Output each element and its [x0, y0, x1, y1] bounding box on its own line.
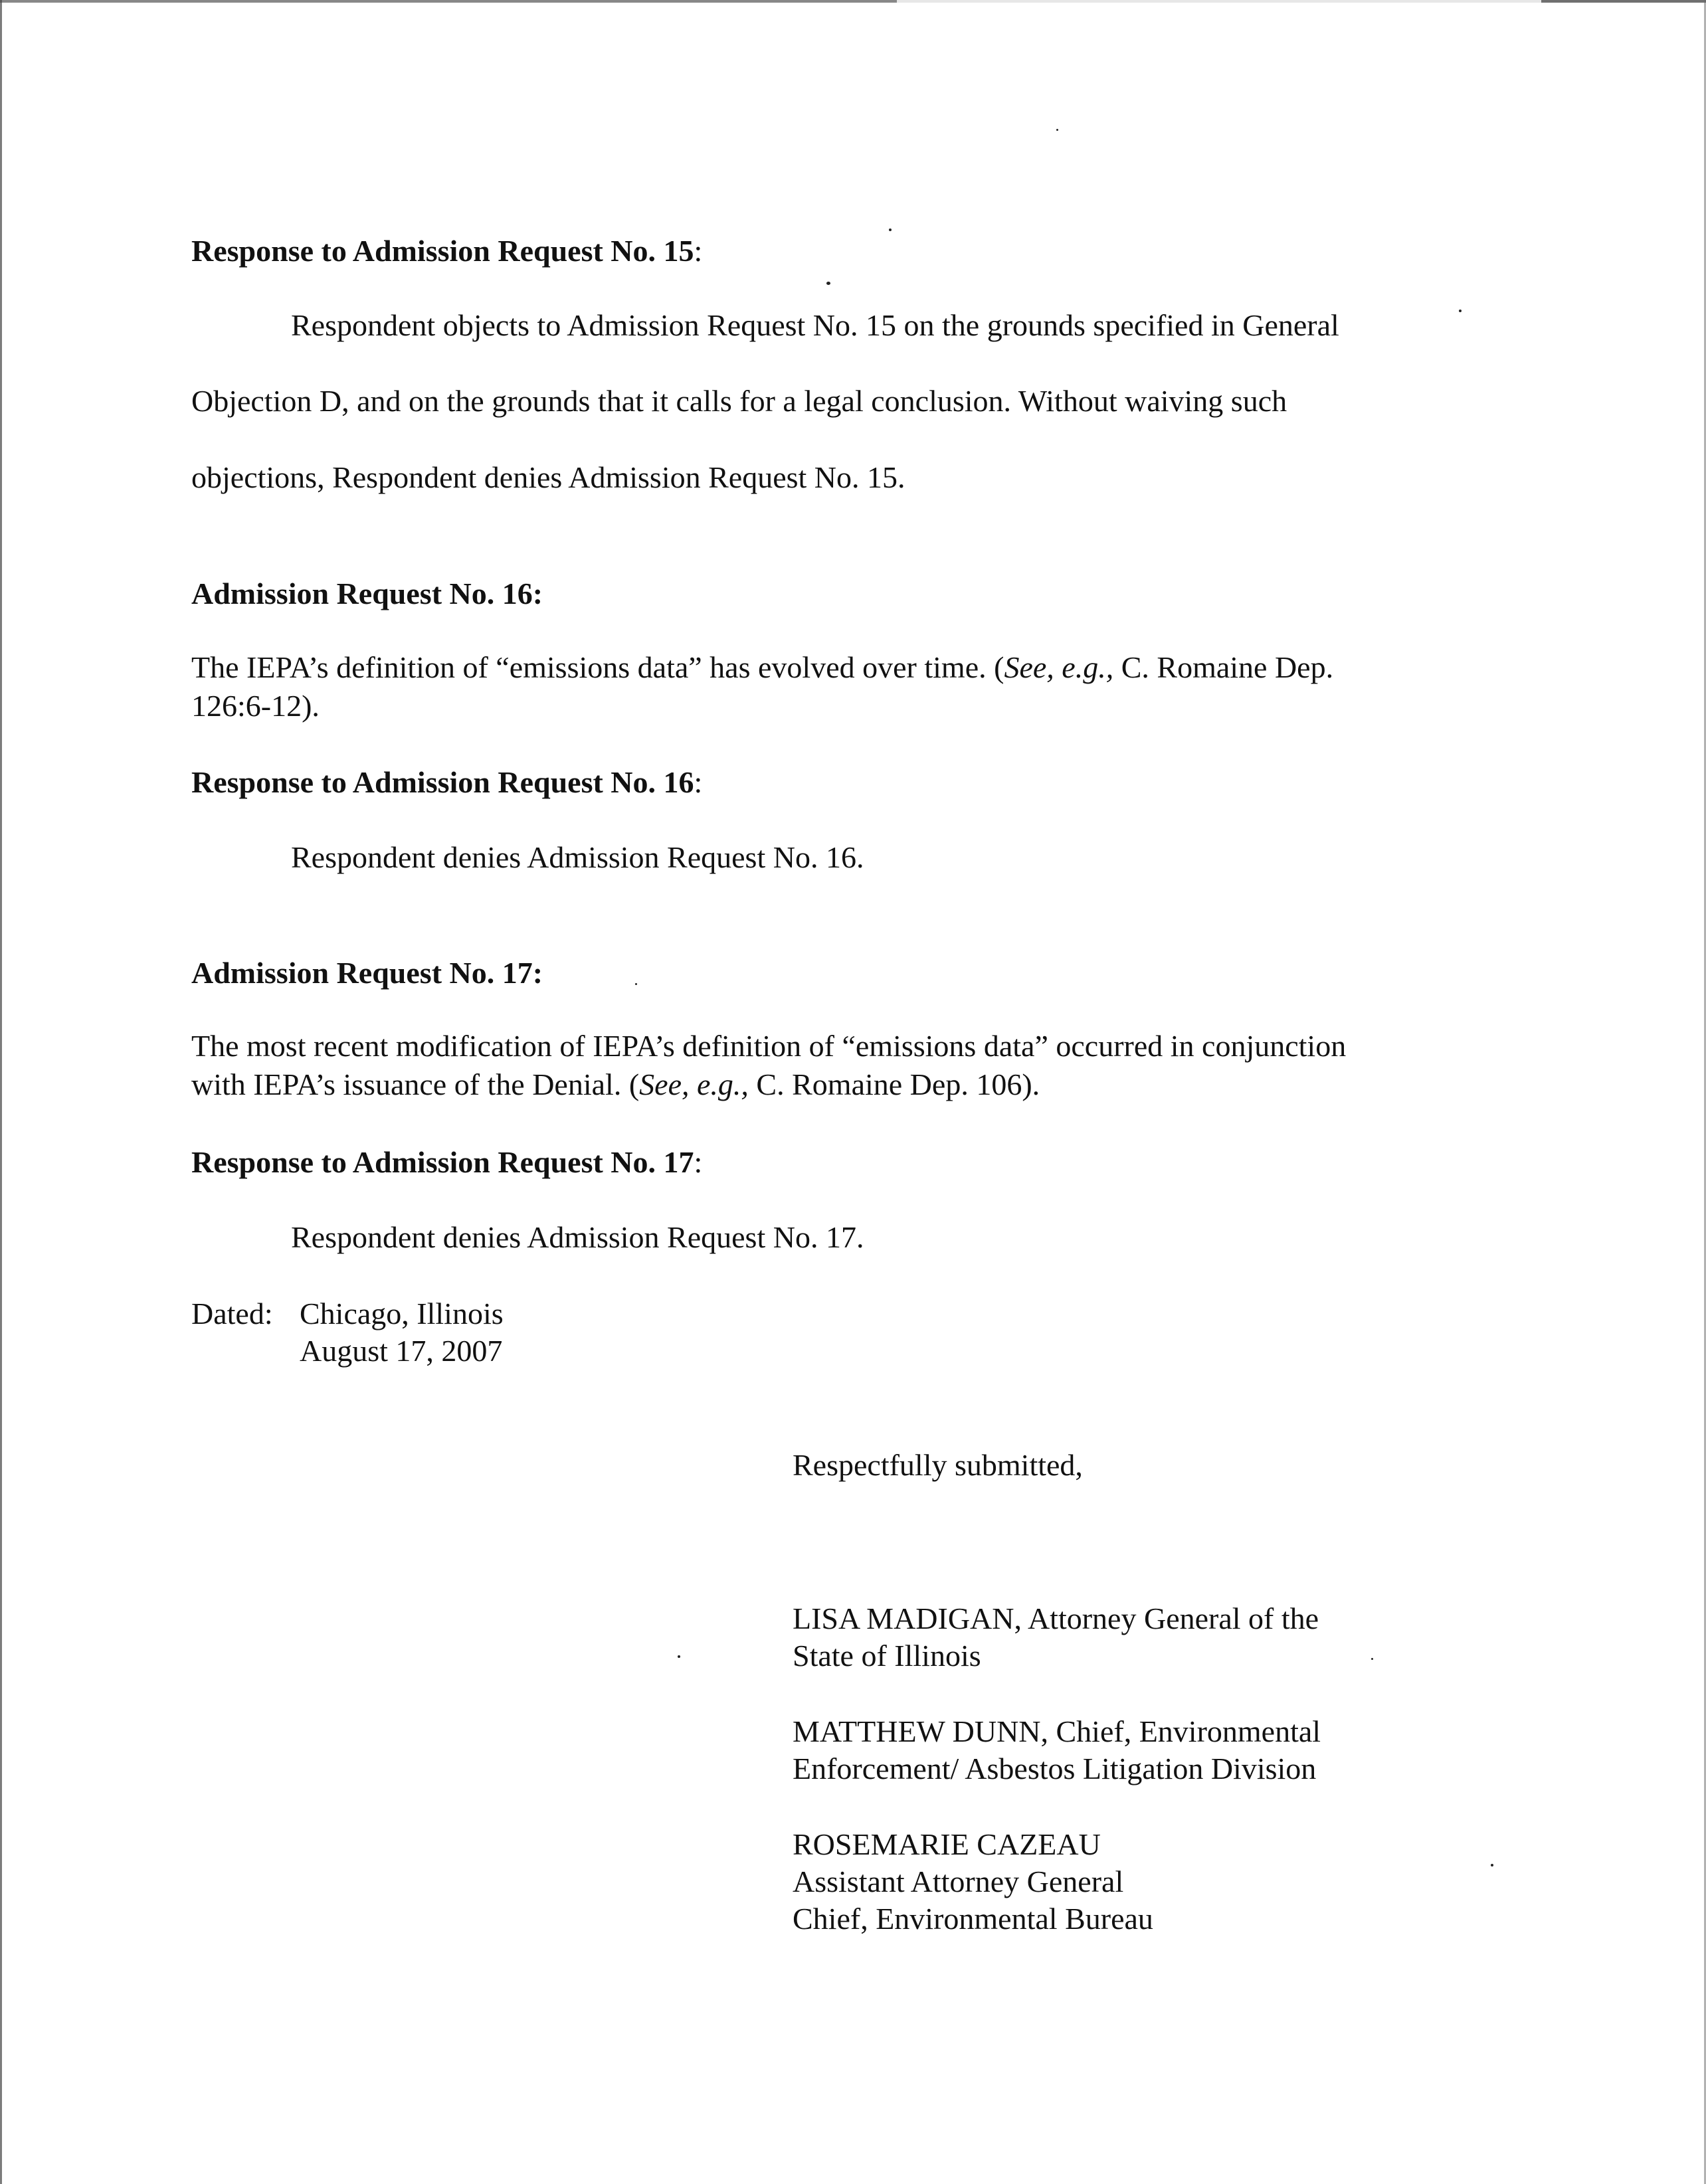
- response-17-body: Respondent denies Admission Request No. 17.: [291, 1220, 864, 1254]
- request-17-line-2: [191, 1067, 1040, 1102]
- scan-edge-left: [0, 0, 2, 2184]
- response-15-line-2: Objection D, and on the grounds that it calls for a legal conclusion. Without waiving such: [191, 384, 1287, 418]
- response-16-body: Respondent denies Admission Request No. 16.: [291, 840, 864, 874]
- request-17-citation-signal: See, e.g.,: [639, 1067, 749, 1101]
- request-17-text-b: C. Romaine Dep. 106).: [748, 1067, 1040, 1101]
- scan-speck: [889, 228, 892, 231]
- request-17-heading: Admission Request No. 17:: [191, 956, 543, 990]
- attorney-general-line-2: State of Illinois: [793, 1639, 981, 1673]
- assistant-ag-name: ROSEMARIE CAZEAU: [793, 1827, 1101, 1861]
- scan-speck: [635, 983, 637, 985]
- scan-speck: [1459, 310, 1462, 312]
- assistant-ag-title-1: Assistant Attorney General: [793, 1865, 1124, 1898]
- request-16-line-2: 126:6-12).: [191, 689, 320, 723]
- response-16-heading-colon: :: [694, 765, 703, 799]
- attorney-general-line-1: LISA MADIGAN, Attorney General of the: [793, 1601, 1319, 1635]
- request-16-heading: Admission Request No. 16:: [191, 577, 543, 610]
- response-15-line-3: objections, Respondent denies Admission Request No. 15.: [191, 460, 905, 494]
- response-15-heading: [191, 232, 702, 270]
- division-chief-line-1: MATTHEW DUNN, Chief, Environmental: [793, 1714, 1321, 1748]
- response-16-heading: [191, 764, 702, 801]
- assistant-ag-title-2: Chief, Environmental Bureau: [793, 1902, 1153, 1936]
- response-17-heading: [191, 1144, 702, 1181]
- request-16-citation-signal: See, e.g.,: [1004, 650, 1114, 684]
- response-17-heading-text: Response to Admission Request No. 17: [191, 1145, 694, 1179]
- request-16-line-1: [191, 650, 1333, 685]
- dated-label: Dated:: [191, 1297, 273, 1330]
- dated-date: August 17, 2007: [300, 1334, 503, 1368]
- scan-speck: [1371, 1658, 1373, 1660]
- response-15-line-1: Respondent objects to Admission Request No. 15 on the grounds specified in General: [291, 308, 1339, 342]
- scan-speck: [678, 1655, 680, 1658]
- request-16-text-a: The IEPA’s definition of “emissions data” has evolved over time. (: [191, 650, 1004, 684]
- request-17-text-a: with IEPA’s issuance of the Denial. (: [191, 1067, 640, 1101]
- request-16-text-b: C. Romaine Dep.: [1113, 650, 1334, 684]
- closing-line: Respectfully submitted,: [793, 1448, 1083, 1482]
- scan-edge-top: [0, 0, 1706, 3]
- response-17-heading-colon: :: [694, 1145, 703, 1179]
- scan-speck: [1491, 1864, 1493, 1866]
- scan-speck: [1056, 129, 1058, 131]
- dated-place: Chicago, Illinois: [300, 1297, 504, 1330]
- division-chief-line-2: Enforcement/ Asbestos Litigation Division: [793, 1752, 1317, 1785]
- response-15-heading-text: Response to Admission Request No. 15: [191, 234, 694, 268]
- response-16-heading-text: Response to Admission Request No. 16: [191, 765, 694, 799]
- response-15-heading-colon: :: [694, 234, 703, 268]
- scan-speck: [826, 282, 830, 285]
- request-17-line-1: The most recent modification of IEPA’s definition of “emissions data” occurred in conjunction: [191, 1029, 1347, 1063]
